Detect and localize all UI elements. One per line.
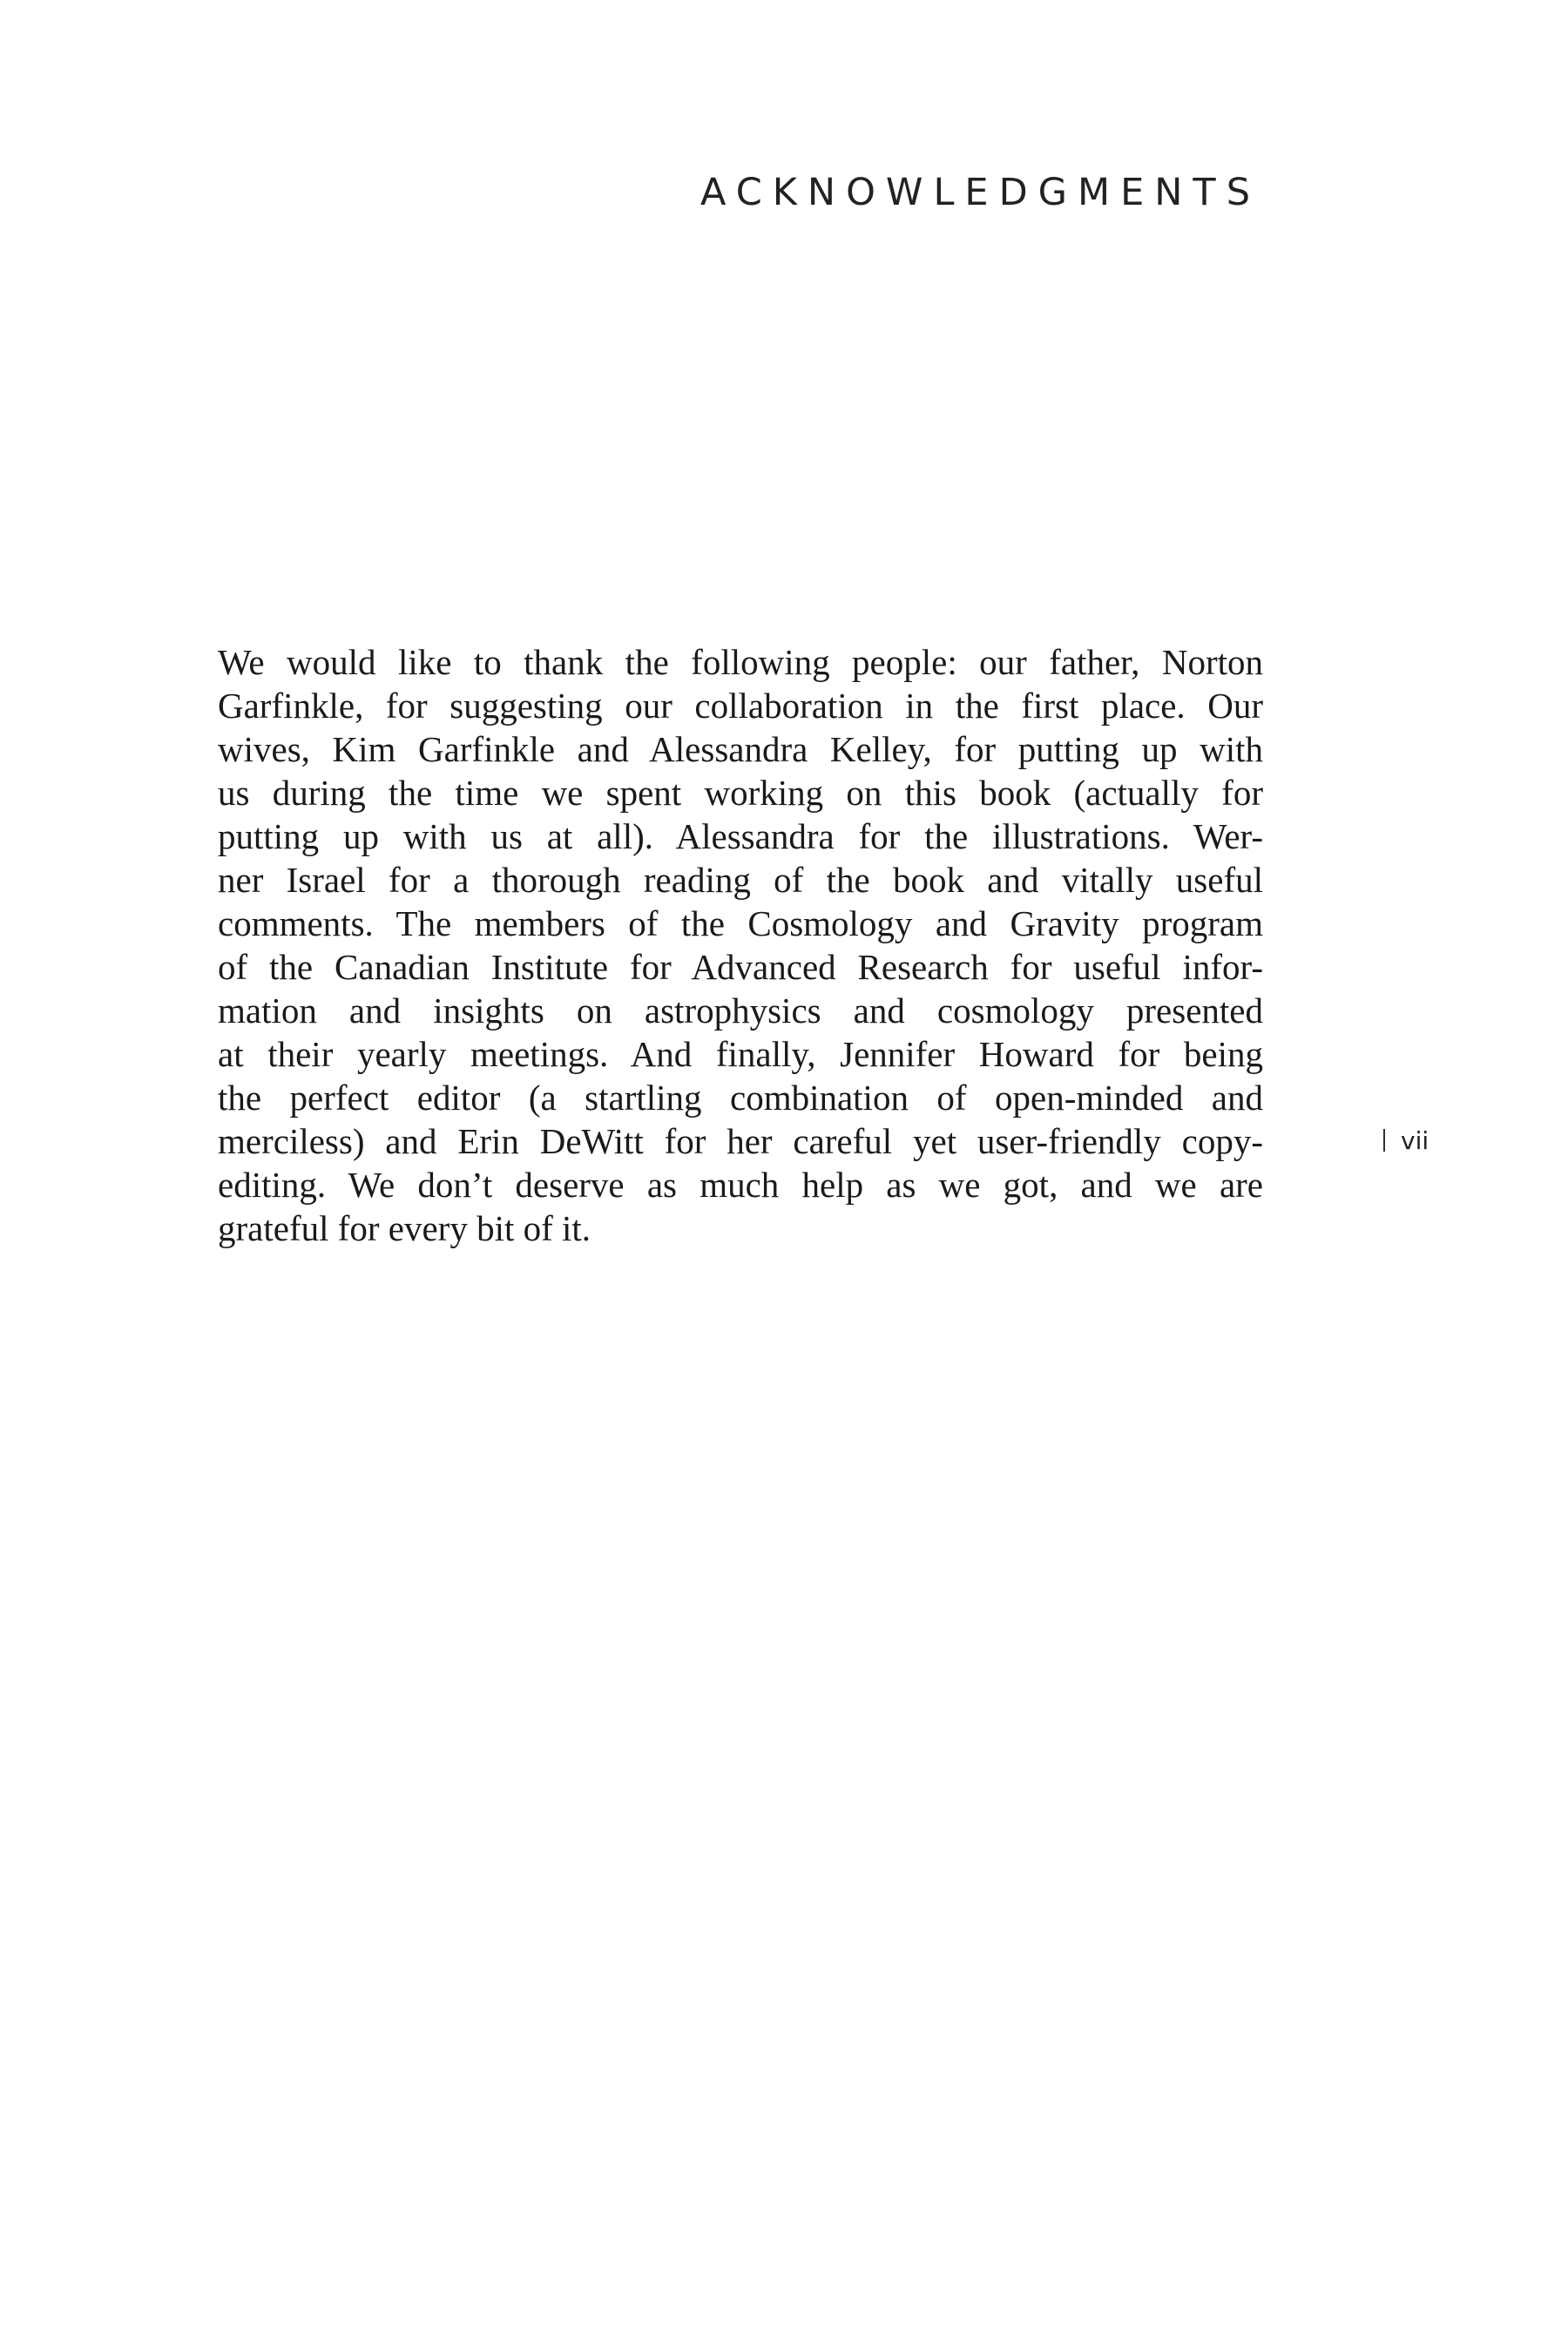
paragraph-line: the perfect editor (a startling combination of open-minded and xyxy=(218,1078,1263,1118)
paragraph-line: at their yearly meetings. And finally, Jennifer Howard for being xyxy=(218,1034,1263,1074)
paragraph-line: grateful for every bit of it. xyxy=(218,1208,591,1248)
paragraph-line: comments. The members of the Cosmology and Gravity program xyxy=(218,903,1263,943)
paragraph-line: putting up with us at all). Alessandra for the illustrations. Wer- xyxy=(218,816,1263,856)
page-number: vii xyxy=(1401,1126,1429,1155)
paragraph-line: mation and insights on astrophysics and cosmology presented xyxy=(218,990,1263,1031)
paragraph-line: ner Israel for a thorough reading of the book and vitally useful xyxy=(218,860,1263,900)
paragraph-line: us during the time we spent working on this book (actually for xyxy=(218,773,1263,813)
chapter-title: ACKNOWLEDGMENTS xyxy=(700,171,1260,214)
paragraph-line: editing. We don’t deserve as much help as we got, and we are xyxy=(218,1165,1263,1205)
folio-rule xyxy=(1383,1129,1385,1152)
paragraph-line: wives, Kim Garfinkle and Alessandra Kelley, for putting up with xyxy=(218,729,1263,769)
paragraph-line: Garfinkle, for suggesting our collaboration in the first place. Our xyxy=(218,686,1263,726)
page-folio xyxy=(1383,1124,1429,1159)
paragraph-line: merciless) and Erin DeWitt for her careful yet user-friendly copy- xyxy=(218,1121,1263,1161)
paragraph-line: of the Canadian Institute for Advanced Research for useful infor- xyxy=(218,947,1263,987)
acknowledgments-paragraph xyxy=(218,640,1263,1250)
paragraph-line: We would like to thank the following people: our father, Norton xyxy=(218,642,1263,682)
